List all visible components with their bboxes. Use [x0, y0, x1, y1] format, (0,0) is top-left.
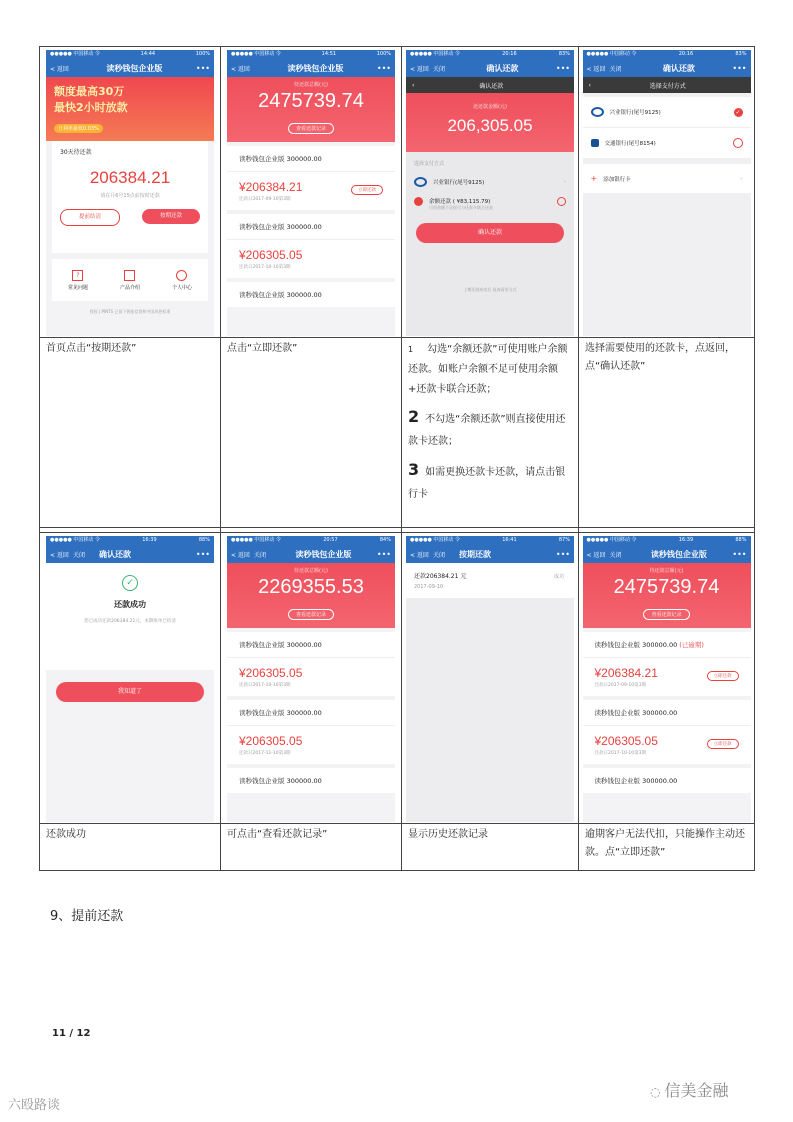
watermark-left: 六殴路谈: [8, 1098, 61, 1113]
nav-title: 读秒钱包企业版: [650, 549, 707, 559]
back-button[interactable]: < 返回: [586, 65, 606, 73]
desc-step6: 可点击“查看还款记录”: [221, 824, 402, 871]
question-icon: ?: [72, 270, 83, 281]
status-bar: ●●●●● 中国移动 令 16:39 88%: [46, 536, 214, 545]
nav-bar: [583, 59, 751, 77]
radio-checked-icon[interactable]: ✓: [735, 108, 741, 116]
phone-screen: [406, 50, 574, 336]
desc-step4: 选择需要使用的还款卡，点返回，点“确认还款”: [579, 338, 755, 528]
more-icon[interactable]: •••: [376, 549, 391, 559]
loan-title: 读秒钱包企业版 300000.00 (已逾期): [583, 632, 751, 657]
ok-button[interactable]: 我知道了: [56, 682, 204, 702]
loan-title: 读秒钱包企业版 300000.00: [227, 146, 395, 171]
hero-amount: 2475739.74: [258, 90, 364, 112]
repay-on-schedule-button[interactable]: 按期还款: [142, 209, 200, 224]
more-icon[interactable]: •••: [555, 549, 570, 559]
loan-title: 读秒钱包企业版 300000.00: [583, 768, 751, 793]
loan-title: 读秒钱包企业版 300000.00: [227, 768, 395, 793]
desc-step5: 还款成功: [40, 824, 221, 871]
loan-item: [227, 171, 395, 210]
phone-screen: [583, 536, 751, 822]
loan-amount: ¥206305.05: [239, 666, 303, 680]
user-icon: [176, 270, 187, 281]
repay-now-button[interactable]: 立即还款: [351, 185, 383, 195]
nav-bar: [227, 59, 395, 77]
loan-date: 还款日2017-11-10第3期: [239, 751, 291, 756]
record-item: [406, 563, 574, 598]
phone-screen: [46, 536, 214, 822]
shot-confirm-repay: [402, 47, 579, 338]
bank-logo-icon: [414, 177, 427, 187]
record-status: 成功: [553, 574, 564, 580]
sheet-title: 确认还款: [479, 82, 504, 90]
nav-bar: [46, 545, 214, 563]
document-icon: [124, 270, 135, 281]
close-button[interactable]: 关闭: [72, 551, 85, 559]
add-card-row[interactable]: + 添加银行卡 ›: [583, 164, 751, 193]
loan-item: [227, 239, 395, 278]
shot-choose-card: [579, 47, 755, 338]
banner-rate: 日利率最低0.03%: [54, 124, 103, 133]
loan-amount: ¥206384.21: [239, 180, 303, 194]
nav-title: 读秒钱包企业版: [287, 63, 344, 73]
loan-item: [583, 657, 751, 696]
status-bar: ●●●●● 中国移动 令 14:51 100%: [227, 50, 395, 59]
overdue-tag: (已逾期): [679, 641, 704, 649]
balance-icon: [414, 197, 423, 206]
nav-bar: [227, 545, 395, 563]
nav-title: 读秒钱包企业版: [106, 63, 163, 73]
footer-text: 授权 | PINTS 已留下智能信贷和中国风控标准: [89, 309, 171, 314]
nav-title: 确认还款: [98, 549, 131, 559]
more-icon[interactable]: •••: [195, 549, 210, 559]
nav-bar: [406, 545, 574, 563]
view-records-button[interactable]: 查看还款记录: [288, 123, 334, 134]
total-due-hero: [227, 563, 395, 628]
total-due-hero: [583, 563, 751, 628]
repay-now-button[interactable]: 立即还款: [707, 671, 739, 681]
radio-unchecked-icon[interactable]: [733, 138, 743, 148]
back-button[interactable]: < 返回: [410, 551, 429, 559]
more-icon[interactable]: •••: [732, 549, 747, 559]
record-date: 2017-09-10: [414, 584, 444, 590]
sheet-header: [583, 77, 751, 93]
loan-title: 读秒钱包企业版 300000.00: [227, 282, 395, 307]
chevron-left-icon[interactable]: ‹: [412, 81, 415, 89]
close-button[interactable]: 关闭: [253, 551, 266, 559]
loan-title: 读秒钱包企业版 300000.00: [227, 214, 395, 239]
desc-step1: 首页点击“按期还款”: [40, 338, 221, 528]
promo-banner: [46, 77, 214, 141]
desc-step8: 逾期客户无法代扣，只能操作主动还款。点“立即还款”: [579, 824, 755, 871]
loan-title: 读秒钱包企业版 300000.00: [227, 632, 395, 657]
nav-bar: [406, 59, 574, 77]
method-label: 选择支付方式: [414, 161, 445, 167]
status-bar: ●●●●● 中国移动 令 16:41 87%: [406, 536, 574, 545]
bank-option[interactable]: 兴业银行(尾号9125) ›: [406, 171, 574, 193]
loan-date: 还款日2017-09-10第3期: [594, 683, 647, 688]
step-item: 2 不勾选“余额还款”则直接使用还款卡还款；: [408, 407, 566, 447]
section-title: 9、提前还款: [50, 909, 124, 924]
balance-sub: 可用余额不足时可与还款卡联合还款: [429, 205, 493, 210]
record-amount: 还款206384.21 元: [414, 573, 467, 580]
loan-amount: ¥206305.05: [594, 734, 658, 748]
hero-amount: 2475739.74: [613, 576, 720, 598]
loan-item: [227, 725, 395, 764]
shot-records: [402, 533, 579, 824]
loan-title: 读秒钱包企业版 300000.00: [583, 700, 751, 725]
due-card: [52, 141, 208, 253]
back-button[interactable]: < 返回: [231, 65, 250, 73]
due-label: 30天待还款: [60, 149, 92, 156]
loan-amount: ¥206305.05: [239, 248, 303, 262]
view-records-button[interactable]: 查看还款记录: [288, 609, 334, 620]
nav-bar: [583, 545, 751, 563]
hero-label: 还还款金额(元): [473, 104, 507, 110]
step-item: 1 勾选“余额还款”可使用账户余额还款。如账户余额不足可使用余额+还款卡联合还款；: [408, 344, 568, 395]
nav-bar: [46, 59, 214, 77]
status-bar: ●●●●● 中国移动 令 20:16 83%: [583, 50, 751, 59]
nav-title: 确认还款: [486, 63, 519, 73]
more-icon[interactable]: •••: [555, 63, 570, 73]
loan-item: [583, 725, 751, 764]
check-circle-icon: ✓: [122, 575, 138, 591]
close-button[interactable]: 关闭: [432, 65, 445, 73]
radio-unchecked-icon[interactable]: [557, 197, 566, 206]
status-bar: ●●●●● 中国移动 令 16:39 88%: [583, 536, 751, 545]
due-amount: 206384.21: [89, 168, 171, 187]
close-button[interactable]: 关闭: [609, 65, 622, 73]
page-number: 11 / 12: [52, 1028, 91, 1039]
desc-step7: 显示历史还款记录: [402, 824, 579, 871]
shot-success: [40, 533, 221, 824]
shot-home: [40, 47, 221, 338]
desc-step3: [402, 338, 579, 528]
chevron-right-icon: ›: [563, 179, 566, 185]
status-bar: ●●●●● 中国移动 令 20:16 83%: [406, 50, 574, 59]
close-button[interactable]: 关闭: [609, 551, 622, 559]
banner-line2: 最快2小时放款: [54, 101, 128, 114]
shot-after-repay: [221, 533, 402, 824]
step-item: 3 如需更换还款卡还款，请点击银行卡: [408, 460, 566, 500]
total-due-hero: [227, 77, 395, 142]
guide-table: [39, 46, 755, 871]
status-bar: ●●●●● 中国移动 令 14:44 100%: [46, 50, 214, 59]
balance-option[interactable]: 余额还款 ( ¥83,115.79) 可用余额不足时可与还款卡联合还款: [406, 193, 574, 215]
nav-title: 读秒钱包企业版: [295, 549, 352, 559]
back-button[interactable]: < 返回: [231, 551, 250, 559]
bank-option[interactable]: 交通银行(尾号8154): [583, 127, 751, 158]
more-icon[interactable]: •••: [195, 63, 210, 73]
loan-date: 还款日2017-10-10第3期: [239, 683, 291, 688]
loan-title: 读秒钱包企业版 300000.00: [227, 700, 395, 725]
watermark-right: ◌ 信美金融: [650, 1081, 729, 1100]
phone-screen: [406, 536, 574, 822]
more-icon[interactable]: •••: [732, 63, 747, 73]
due-note: 请在月6号15点前按时还款: [100, 193, 160, 199]
banner-line1: 额度最高30万: [54, 85, 125, 98]
nav-title: 确认还款: [662, 63, 695, 73]
confirm-repay-button[interactable]: 确认还款: [416, 223, 564, 243]
shot-loan-list: [221, 47, 402, 338]
hero-amount: 2269355.53: [258, 576, 364, 598]
chevron-left-icon[interactable]: ‹: [588, 81, 591, 89]
nav-title: 按期还款: [458, 549, 491, 559]
back-button[interactable]: < 返回: [586, 551, 606, 559]
chevron-right-icon: ›: [740, 175, 743, 182]
loan-amount: ¥206305.05: [239, 734, 303, 748]
status-bar: ●●●●● 中国移动 令 20:57 84%: [227, 536, 395, 545]
success-title: 还款成功: [114, 600, 146, 609]
more-icon[interactable]: •••: [376, 63, 391, 73]
view-records-button[interactable]: 查看还款记录: [643, 609, 689, 620]
phone-screen: [227, 536, 395, 822]
repay-amount-hero: [406, 93, 574, 152]
phone-screen: [583, 50, 751, 336]
desc-step2: 点击“立即还款”: [221, 338, 402, 528]
loan-date: 还款日2017-09-10第3期: [239, 197, 291, 202]
phone-screen: [46, 50, 214, 336]
phone-screen: [227, 50, 395, 336]
back-button[interactable]: < 返回: [50, 65, 69, 73]
loan-amount: ¥206384.21: [594, 666, 658, 680]
loan-date: 还款日2017-10-10第3期: [594, 751, 647, 756]
success-panel: [46, 563, 214, 670]
hero-label: 待还款总额(元): [294, 568, 328, 574]
sheet-header: [406, 77, 574, 93]
early-settle-button[interactable]: 提前结清: [60, 209, 120, 226]
wechat-icon: ◌: [650, 1085, 661, 1099]
hero-label: 待还款总额(元): [294, 82, 328, 88]
icon-row: [52, 259, 208, 301]
hero-label: 待还款总额(元): [649, 568, 684, 574]
back-button[interactable]: < 返回: [410, 65, 429, 73]
repay-now-button[interactable]: 立即还款: [707, 739, 739, 749]
bank-logo-icon: [591, 107, 604, 117]
close-button[interactable]: 关闭: [432, 551, 445, 559]
loan-date: 还款日2017-10-10第3期: [239, 265, 291, 270]
hero-amount: 206,305.05: [447, 116, 533, 135]
profile-entry[interactable]: 个人中心: [172, 270, 192, 291]
success-note: 您已成功还款206384.21元，本期账单已结清: [84, 619, 176, 624]
loan-item: [227, 657, 395, 696]
bank-option-selected[interactable]: 兴业银行(尾号9125) ✓: [583, 97, 751, 127]
sheet-title: 选择支付方式: [649, 82, 686, 90]
product-entry[interactable]: 产品介绍: [120, 270, 140, 291]
bank-logo-icon: [591, 139, 599, 147]
faq-entry[interactable]: ? 常见问题: [67, 271, 88, 291]
back-button[interactable]: < 返回: [50, 551, 69, 559]
plus-icon: +: [590, 174, 598, 183]
shot-overdue: [579, 533, 755, 824]
footer-text: 上期还款成功后 再查看更方式: [463, 287, 517, 292]
